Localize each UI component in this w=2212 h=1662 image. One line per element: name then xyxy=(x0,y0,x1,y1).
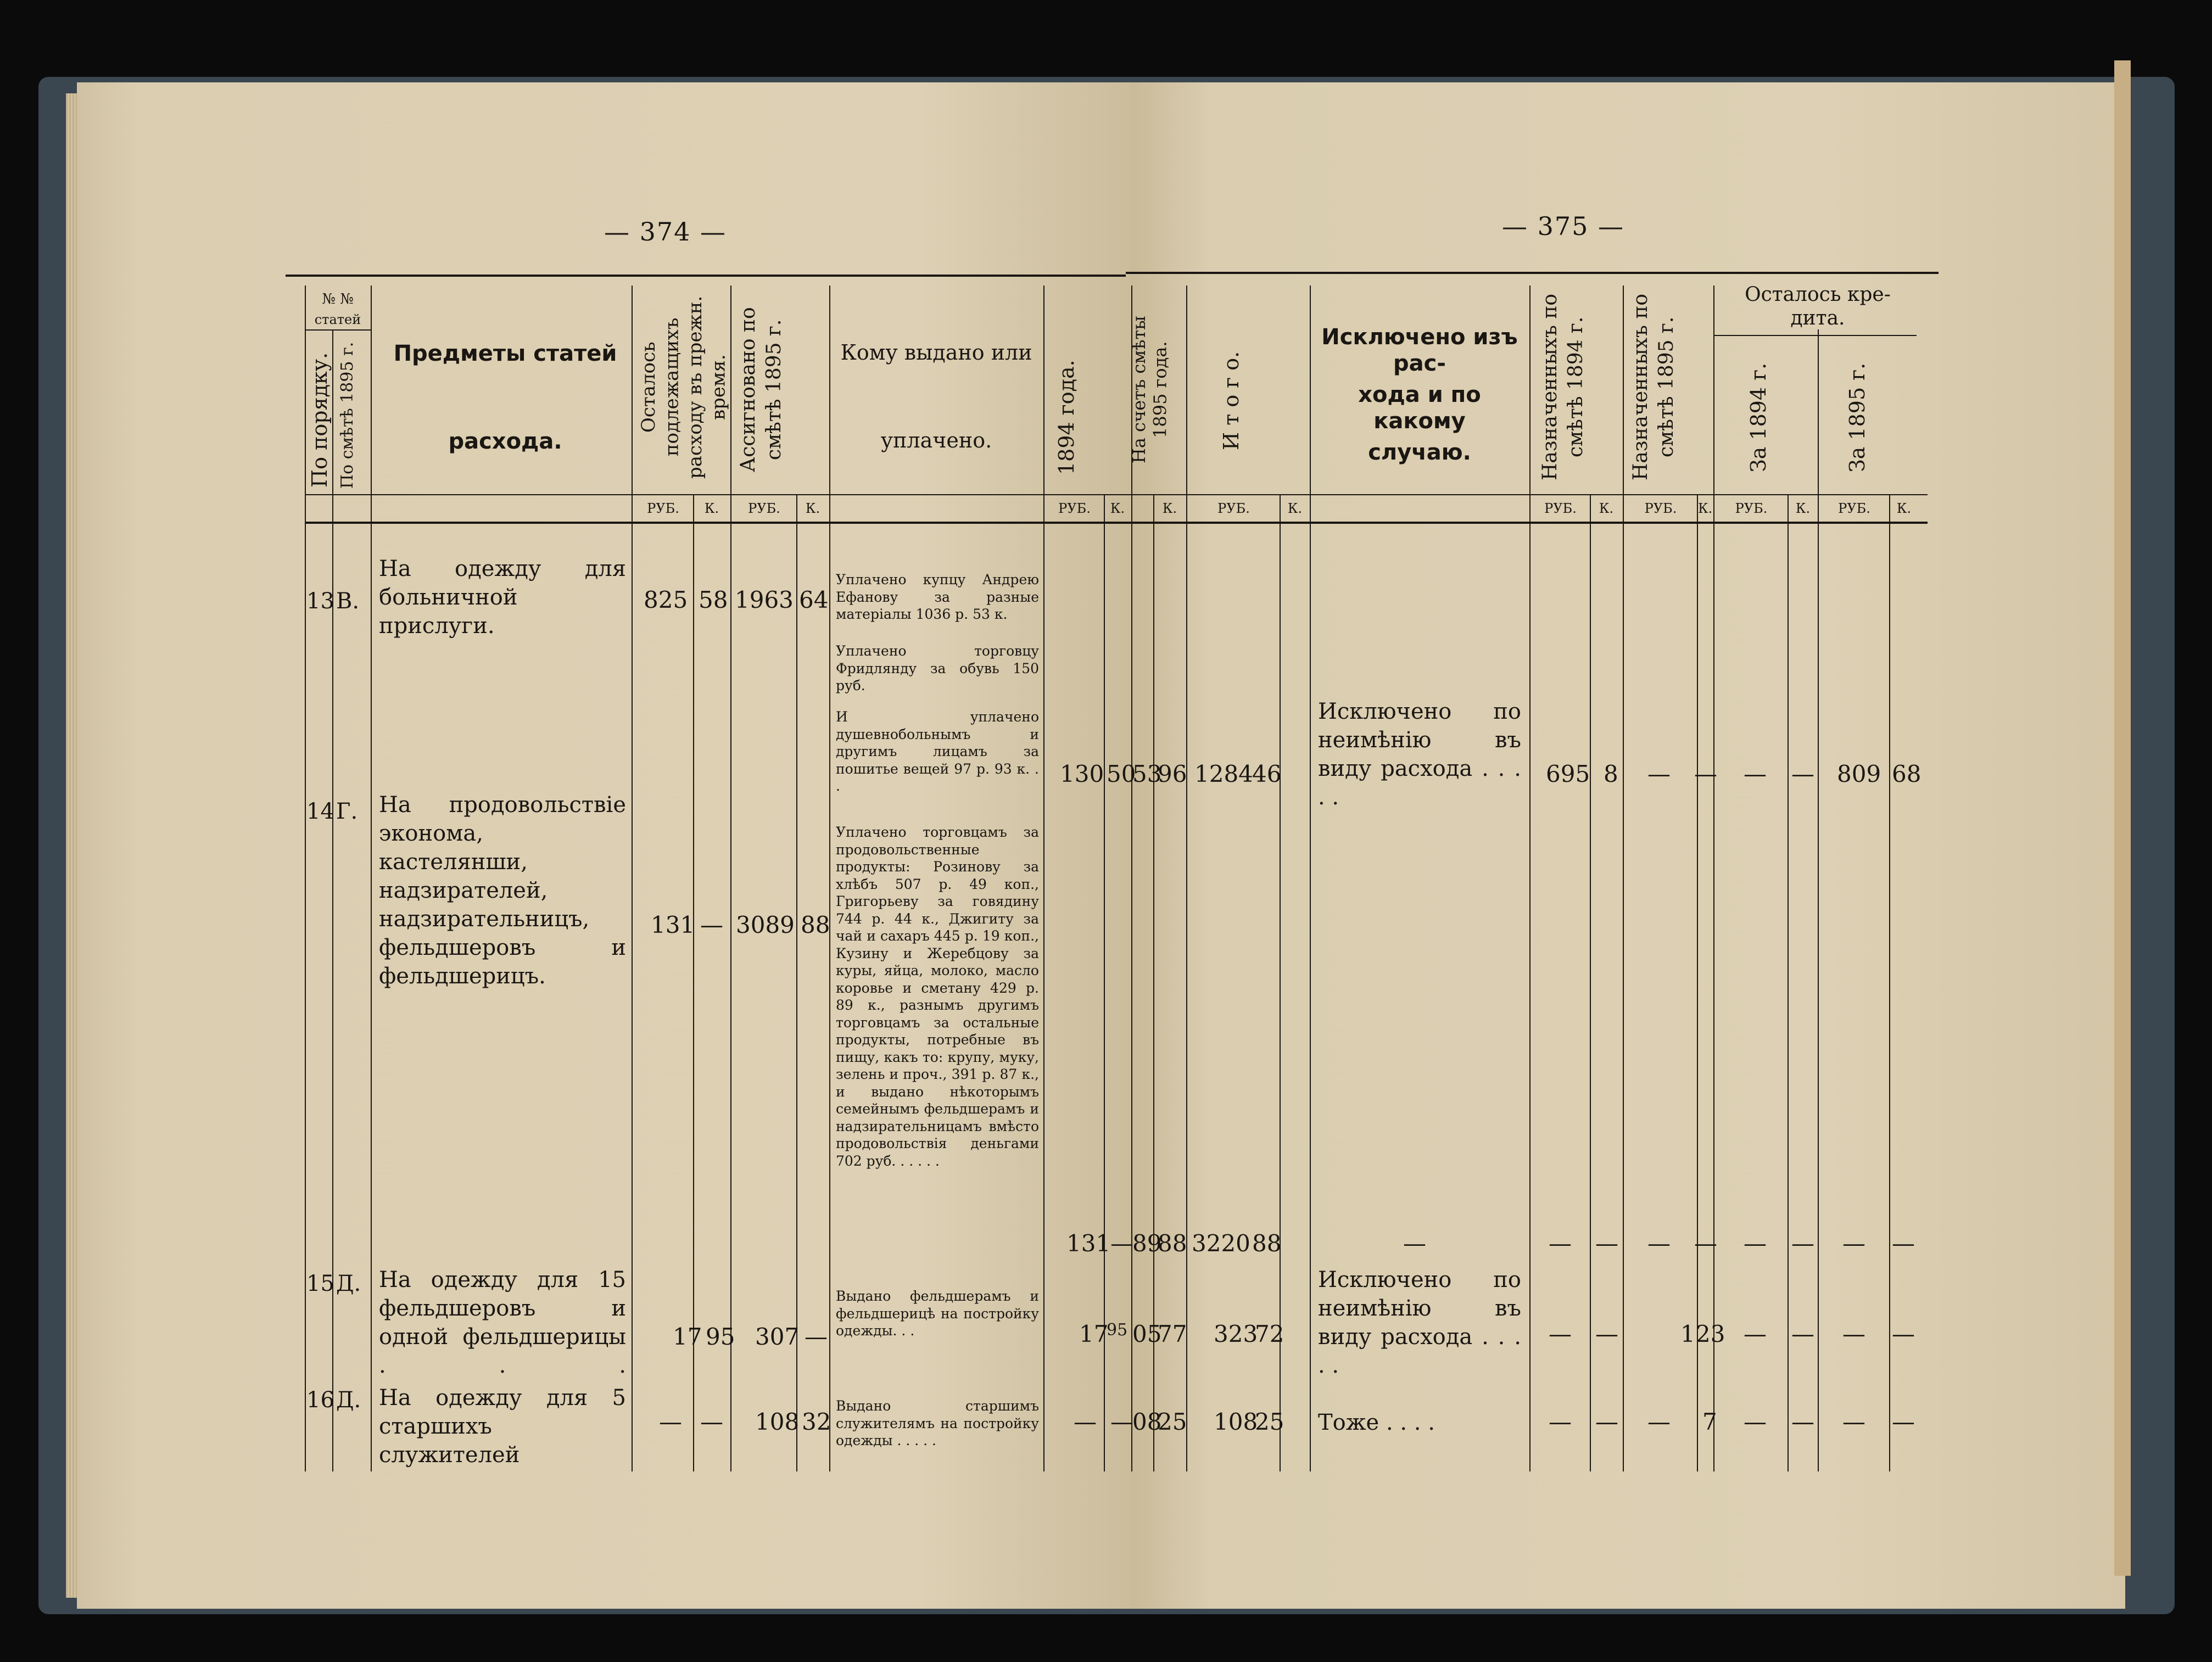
row-14-1894-k: — xyxy=(1110,1230,1133,1257)
unit-k: К. xyxy=(1698,501,1713,516)
row-16-ost-k: — xyxy=(700,1408,723,1435)
row-13-ost-k: 58 xyxy=(699,586,728,613)
row-14-n1894-k: — xyxy=(1595,1230,1618,1257)
row-15-1895-k: 77 xyxy=(1158,1320,1187,1347)
col-rule xyxy=(1818,329,1819,1471)
row-14-paid: Уплачено торговцамъ за продовольственные продукты: Розинову за хлѣбъ 507 р. 49 коп., Григорьеву за говядину 744 р. 44 к., Джигиту за чай и сахаръ 445 р. 19 коп., Кузину и Жеребцову за куры, яйца, молоко, масло коровье и сметану 429 р. 89 к., разнымъ другимъ торговцамъ за остальные продукты, потребные въ пищу, какъ то: крупу, муку, зелень и проч., 391 р. 87 к., и выдано нѣкоторымъ семейнымъ фельдшерамъ и надзирательницамъ вмѣсто продовольствія деньгами 702 руб. . . . . . xyxy=(836,824,1039,1169)
row-16-1895-rub-visible: 08 xyxy=(1132,1408,1162,1435)
row-15-itogo-k: 72 xyxy=(1255,1320,1284,1347)
row-13-n1895-rub: — xyxy=(1647,760,1671,787)
row-16-n1895-k: 7 xyxy=(1702,1408,1717,1435)
header-komu-1: Кому выдано или xyxy=(840,340,1032,365)
row-16-excluded: Тоже . . . . xyxy=(1318,1410,1435,1435)
unit-rub: РУБ. xyxy=(1735,501,1768,516)
header-naz-1895: Назначенныхъ по смѣтѣ 1895 г. xyxy=(1629,294,1678,481)
row-16-n1894-k: — xyxy=(1595,1408,1618,1435)
col-rule xyxy=(1713,286,1714,1471)
col-rule xyxy=(1788,494,1789,1471)
row-13-ost-rub: 825 xyxy=(644,586,688,613)
row-15-c1895-k: — xyxy=(1892,1320,1915,1347)
header-predmety-1: Предметы статей xyxy=(393,341,617,366)
row-15-itogo-rub: 323 xyxy=(1214,1320,1258,1347)
row-13-letter: В. xyxy=(336,589,360,614)
header-na-schet: На счетъ смѣты 1895 года. xyxy=(1129,316,1171,464)
unit-k: К. xyxy=(1110,501,1125,516)
row-15-excluded: Исключено по неимѣнію въ виду расхода . . . . . xyxy=(1318,1267,1521,1378)
credit-group-rule xyxy=(1713,335,1917,336)
row-15-c1894-k: — xyxy=(1791,1320,1814,1347)
unit-rule-left xyxy=(305,522,1126,524)
page-edges-right xyxy=(2114,60,2131,1576)
row-15-1895-rub-visible: 05 xyxy=(1132,1320,1162,1347)
row-13-n1894-rub: 695 xyxy=(1546,760,1590,787)
row-16-assign-rub: 108 xyxy=(755,1408,800,1435)
row-16-c1894-rub: — xyxy=(1744,1408,1767,1435)
header-assignovano: Ассигновано по смѣтѣ 1895 г. xyxy=(737,307,785,473)
header-za-1894: За 1894 г. xyxy=(1746,362,1770,472)
row-16-assign-k: 32 xyxy=(802,1408,831,1435)
row-13-c1894-k: — xyxy=(1791,760,1814,787)
row-16-1894-rub: — xyxy=(1074,1408,1097,1435)
row-13-1895-rub: 53 xyxy=(1132,760,1162,787)
header-za-1895: За 1895 г. xyxy=(1845,362,1869,472)
row-13-n1895-k: — xyxy=(1694,760,1717,787)
row-14-1895-rub-visible: 89 xyxy=(1132,1230,1162,1257)
unit-k: К. xyxy=(805,501,820,516)
row-16-c1895-k: — xyxy=(1892,1408,1915,1435)
col-rule xyxy=(1590,494,1591,1471)
row-15-ost-k: 95 xyxy=(706,1323,735,1350)
row-13-subject: На одежду для больничной прислуги. xyxy=(379,556,626,639)
header-po-poryadku: По порядку. xyxy=(308,352,332,488)
header-1894: 1894 года. xyxy=(1054,360,1079,475)
row-16-c1895-rub: — xyxy=(1842,1408,1865,1435)
col-rule xyxy=(632,286,633,1471)
row-13-excluded: Исключено по неимѣнію въ виду расхода . . . . . xyxy=(1318,699,1521,810)
header-komu-2: уплачено. xyxy=(880,428,992,452)
unit-k: К. xyxy=(1599,501,1614,516)
unit-k: К. xyxy=(1795,501,1811,516)
col-rule xyxy=(332,329,333,1471)
header-iskl-1: Исключено изъ рас- xyxy=(1321,324,1518,376)
row-13-1894-k: 50 xyxy=(1107,760,1136,787)
row-14-subject: На продовольствіе эконома, кастелянши, надзирателей, надзирательницъ, фельдшеровъ и фельдшерицъ. xyxy=(379,792,626,989)
header-nn: № № xyxy=(322,291,354,307)
header-bottom-rule-left xyxy=(305,494,1126,495)
row-15-assign-rub: 307 xyxy=(755,1323,800,1350)
unit-rub: РУБ. xyxy=(1838,501,1870,516)
row-13-1894-rub: 130 xyxy=(1060,760,1104,787)
row-14-letter: Г. xyxy=(336,799,358,824)
unit-rub: РУБ. xyxy=(1644,501,1677,516)
unit-k: К. xyxy=(1896,501,1912,516)
row-14-c1895-k: — xyxy=(1892,1230,1915,1257)
col-rule xyxy=(829,286,830,1471)
col-rule xyxy=(730,286,731,1471)
row-13-c1895-rub: 809 xyxy=(1837,760,1881,787)
nn-rule xyxy=(305,329,371,331)
row-14-number: 14 xyxy=(306,799,334,824)
row-14-itogo-rub: 3220 xyxy=(1192,1230,1250,1257)
row-15-n1895-rub: 1 xyxy=(1680,1320,1695,1347)
row-15-1894-rub: 17 xyxy=(1079,1320,1109,1347)
row-16-itogo-k: 25 xyxy=(1255,1408,1284,1435)
row-15-subject: На одежду для 15 фельдшеровъ и одной фельдшерицы . . . xyxy=(379,1267,626,1378)
col-rule xyxy=(1043,286,1044,1471)
row-15-n1894-rub: — xyxy=(1549,1320,1572,1347)
header-iskl-3: случаю. xyxy=(1368,440,1471,465)
col-rule xyxy=(1623,286,1624,1471)
header-predmety-2: расхода. xyxy=(448,429,562,454)
row-16-paid: Выдано старшимъ служителямъ на постройку одежды . . . . . xyxy=(836,1398,1039,1448)
header-iskl-2: хода и по какому xyxy=(1358,382,1481,434)
unit-rub: РУБ. xyxy=(1217,501,1250,516)
right-page-number: — 375 — xyxy=(1502,211,1625,241)
col-rule xyxy=(1310,286,1311,1471)
row-16-n1895-rub: — xyxy=(1647,1408,1671,1435)
col-rule xyxy=(305,286,306,1471)
row-14-c1895-rub: — xyxy=(1842,1230,1865,1257)
left-page-number: — 374 — xyxy=(604,217,727,247)
row-14-ost-k: — xyxy=(700,911,723,938)
row-14-itogo-k: 88 xyxy=(1252,1230,1282,1257)
row-14-n1895-k: — xyxy=(1694,1230,1717,1257)
row-14-excluded: — xyxy=(1403,1230,1426,1257)
row-13-c1895-k: 68 xyxy=(1892,760,1921,787)
row-15-c1894-rub: — xyxy=(1744,1320,1767,1347)
header-bottom-rule-right xyxy=(1126,494,1928,495)
row-15-number: 15 xyxy=(306,1271,334,1296)
row-16-letter: Д. xyxy=(336,1387,361,1413)
row-16-n1894-rub: — xyxy=(1549,1408,1572,1435)
row-13-assign-rub: 1963 xyxy=(735,586,794,613)
row-14-ost-rub: 131 xyxy=(651,911,695,938)
header-po-smete: По смѣтѣ 1895 г. xyxy=(338,342,357,489)
col-rule xyxy=(1889,494,1890,1471)
row-15-assign-k: — xyxy=(805,1323,828,1350)
row-14-n1894-rub: — xyxy=(1549,1230,1572,1257)
row-13-paid-1: Уплачено купцу Андрею Ефанову за разные матеріалы 1036 р. 53 к. xyxy=(836,572,1039,622)
row-16-ost-rub: — xyxy=(659,1408,682,1435)
row-13-itogo-rub: 1284 xyxy=(1194,760,1253,787)
row-13-number: 13 xyxy=(306,589,334,614)
row-14-assign-k: 88 xyxy=(801,911,830,938)
header-ostalos-kredita: Осталось кре- дита. xyxy=(1745,283,1891,330)
row-15-n1895-k: 23 xyxy=(1696,1320,1725,1347)
unit-rub: РУБ. xyxy=(1544,501,1577,516)
row-15-c1895-rub: — xyxy=(1842,1320,1865,1347)
row-16-itogo-rub: 108 xyxy=(1214,1408,1258,1435)
row-13-itogo-k: 46 xyxy=(1252,760,1282,787)
row-14-n1895-rub: — xyxy=(1647,1230,1671,1257)
row-14-c1894-rub: — xyxy=(1744,1230,1767,1257)
unit-rule-right xyxy=(1126,522,1928,524)
row-13-paid-2: Уплачено торговцу Фридлянду за обувь 150 руб. xyxy=(836,643,1039,693)
row-15-n1894-k: — xyxy=(1595,1320,1618,1347)
header-naz-1894: Назначенныхъ по смѣтѣ 1894 г. xyxy=(1539,294,1587,481)
table-top-rule-left xyxy=(286,275,1126,277)
row-14-c1894-k: — xyxy=(1791,1230,1814,1257)
unit-rub: РУБ. xyxy=(647,501,679,516)
row-14-1895-k: 88 xyxy=(1158,1230,1187,1257)
unit-rub: РУБ. xyxy=(748,501,780,516)
row-15-ost-rub: 17 xyxy=(673,1323,702,1350)
row-16-c1894-k: — xyxy=(1791,1408,1814,1435)
table-top-rule-right xyxy=(1126,272,1939,274)
unit-rub: РУБ. xyxy=(1058,501,1091,516)
row-13-n1894-k: 8 xyxy=(1604,760,1618,787)
header-statei: статей xyxy=(314,312,361,327)
unit-k: К. xyxy=(704,501,719,516)
row-15-1894-k: 95 xyxy=(1107,1320,1128,1340)
row-13-paid-3: И уплачено душевнобольнымъ и другимъ лицамъ за пошитье вещей 97 р. 93 к. . . xyxy=(836,709,1039,794)
row-16-subject: На одежду для 5 старшихъ служителей xyxy=(379,1385,626,1468)
unit-k: К. xyxy=(1287,501,1303,516)
row-14-1894-rub: 131 xyxy=(1066,1230,1111,1257)
row-16-1895-k: 25 xyxy=(1158,1408,1187,1435)
row-16-1894-k: — xyxy=(1110,1408,1133,1435)
row-15-letter: Д. xyxy=(336,1271,361,1296)
header-ostalos: Осталось подлежащихъ расходу въ прежн. время. xyxy=(638,295,730,479)
row-15-paid: Выдано фельдшерамъ и фельдшерицѣ на постройку одежды. . . xyxy=(836,1288,1039,1339)
row-16-number: 16 xyxy=(306,1387,334,1413)
header-itogo: И т о г о. xyxy=(1219,351,1243,451)
col-rule xyxy=(371,286,372,1471)
col-rule xyxy=(1529,286,1530,1471)
unit-k: К. xyxy=(1162,501,1177,516)
row-13-1895-k: 96 xyxy=(1158,760,1187,787)
row-13-assign-k: 64 xyxy=(799,586,829,613)
row-14-assign-rub: 3089 xyxy=(736,911,795,938)
row-13-c1894-rub: — xyxy=(1744,760,1767,787)
